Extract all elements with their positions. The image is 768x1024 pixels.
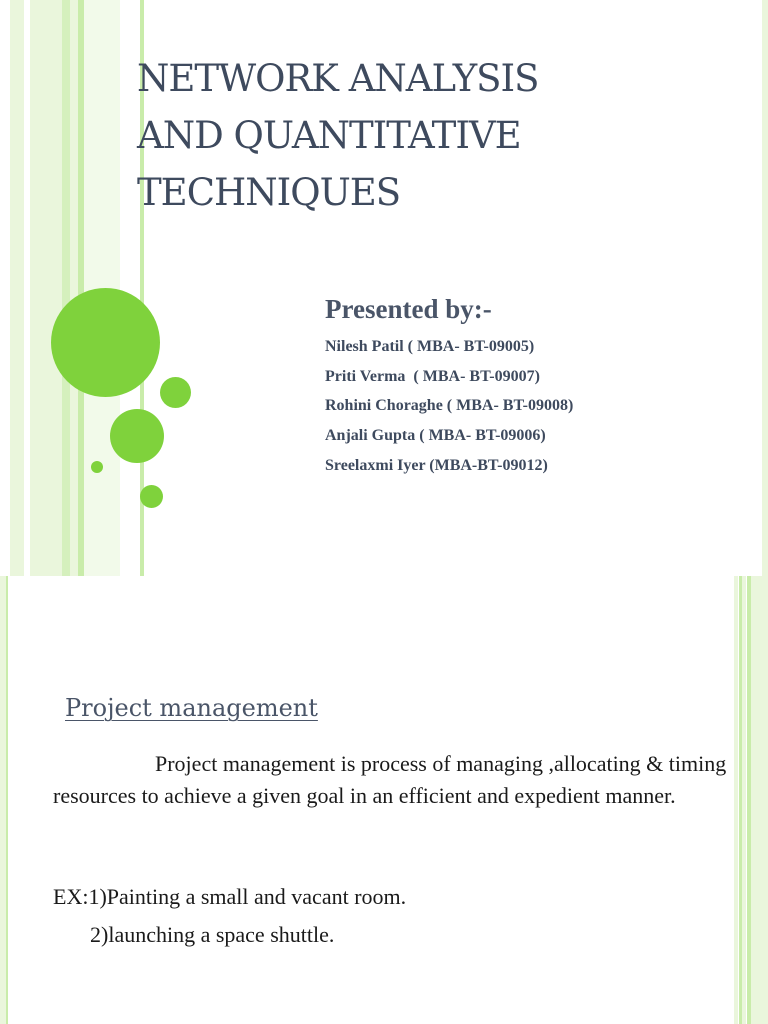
left-stripe-wide: [30, 0, 62, 576]
section-heading: Project management: [65, 694, 318, 722]
right-stripe-wide: [751, 576, 768, 1024]
decorative-circle-large: [51, 288, 160, 397]
decorative-circle-small: [160, 377, 191, 408]
example-1: EX:1)Painting a small and vacant room.: [53, 884, 407, 909]
definition-paragraph: [53, 748, 733, 811]
left-edge-stripe-thin: [6, 576, 8, 1024]
presenter-item: Rohini Choraghe ( MBA- BT-09008): [325, 397, 574, 415]
decorative-circle-medium: [110, 409, 164, 463]
decorative-circle-tiny: [91, 461, 103, 473]
presenter-list: [325, 336, 573, 484]
presenter-item: Sreelaxmi Iyer (MBA-BT-09012): [325, 456, 548, 474]
title-line-2: AND QUANTITATIVE: [137, 114, 521, 157]
title-line-3: TECHNIQUES: [137, 171, 401, 214]
right-stripe: [762, 0, 768, 576]
presenter-item: Nilesh Patil ( MBA- BT-09005): [325, 338, 535, 355]
definition-text: Project management is process of managing ,allocating & timing resources to achieve a given goal in an efficient and expedient manner.: [53, 751, 727, 808]
left-stripe-white: [0, 0, 10, 576]
left-stripe-mid: [62, 0, 70, 576]
decorative-circle-mini: [140, 485, 163, 508]
right-stripe-3: [742, 576, 746, 1024]
example-2: 2)launching a space shuttle.: [90, 922, 335, 947]
slide-title: [137, 50, 737, 221]
title-line-1: NETWORK ANALYSIS: [137, 57, 539, 100]
left-stripe-light: [10, 0, 24, 576]
left-stripe-light-2: [70, 0, 78, 576]
presenter-item: Anjali Gupta ( MBA- BT-09006): [325, 427, 546, 445]
presented-by-heading: Presented by:-: [325, 294, 492, 324]
right-stripe-1: [734, 576, 738, 1024]
presenter-item: Priti Verma ( MBA- BT-09007): [325, 367, 540, 385]
content-slide: [0, 576, 768, 1024]
